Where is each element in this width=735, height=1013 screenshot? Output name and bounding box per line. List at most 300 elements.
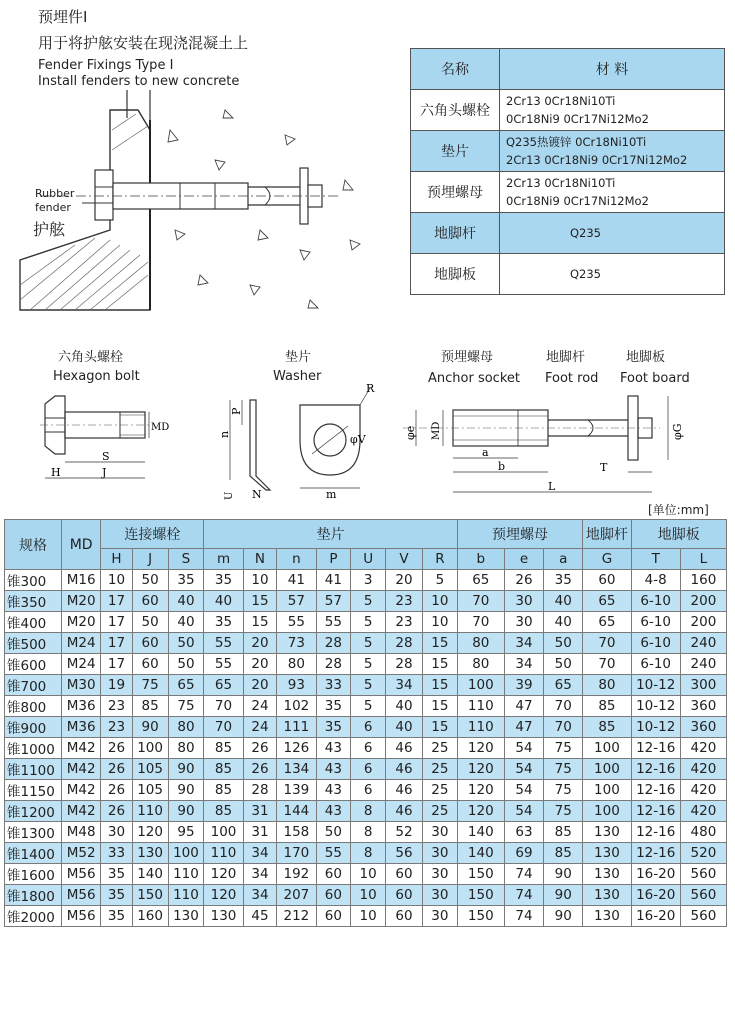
table-cell: 100	[583, 759, 631, 780]
table-cell: 170	[277, 843, 316, 864]
table-cell: 15	[423, 675, 458, 696]
table-cell: 15	[423, 654, 458, 675]
table-cell: 300	[680, 675, 726, 696]
table-cell: 60	[583, 570, 631, 591]
table-cell: 90	[544, 906, 583, 927]
table-row	[5, 570, 727, 591]
table-cell: 60	[316, 864, 351, 885]
table-cell: M20	[62, 591, 101, 612]
material-part: 地脚杆	[411, 213, 500, 254]
table-cell: 30	[423, 843, 458, 864]
table-cell: 6	[351, 759, 386, 780]
table-cell: 100	[168, 843, 204, 864]
table-cell: 110	[132, 801, 168, 822]
table-cell: 30	[423, 906, 458, 927]
bolt-caption-cn: 六角头螺栓	[58, 350, 124, 365]
table-cell: 12-16	[631, 759, 680, 780]
dim-t: T	[600, 461, 608, 474]
table-cell: 35	[544, 570, 583, 591]
table-cell: 43	[316, 780, 351, 801]
table-cell: 100	[583, 738, 631, 759]
table-cell: M24	[62, 654, 101, 675]
table-cell: 28	[386, 633, 423, 654]
table-cell: 35	[168, 570, 204, 591]
material-part: 预埋螺母	[411, 172, 500, 213]
table-cell: 10	[351, 906, 386, 927]
table-cell: 100	[457, 675, 504, 696]
table-cell: 105	[132, 780, 168, 801]
table-cell: 50	[132, 570, 168, 591]
row-spec-cell: 锥1200	[5, 801, 62, 822]
table-cell: 10	[423, 591, 458, 612]
table-cell: 54	[504, 780, 543, 801]
table-cell: 192	[277, 864, 316, 885]
table-cell: 6-10	[631, 633, 680, 654]
table-cell: 31	[243, 801, 277, 822]
table-cell: 126	[277, 738, 316, 759]
table-cell: 10	[243, 570, 277, 591]
table-row	[5, 696, 727, 717]
table-cell: 54	[504, 738, 543, 759]
table-cell: 65	[583, 612, 631, 633]
table-cell: 63	[504, 822, 543, 843]
material-line: 0Cr18Ni9 0Cr17Ni12Mo2	[506, 112, 649, 126]
row-spec-cell: 锥1300	[5, 822, 62, 843]
table-cell: 65	[204, 675, 243, 696]
table-cell: 17	[101, 654, 132, 675]
table-cell: 160	[132, 906, 168, 927]
page-title-en: Fender Fixings Type I	[38, 58, 174, 73]
table-cell: 26	[101, 759, 132, 780]
table-cell: 35	[316, 696, 351, 717]
table-cell: 74	[504, 906, 543, 927]
table-cell: 34	[504, 633, 543, 654]
header-spec: 规格	[5, 520, 62, 570]
rod-caption-cn: 地脚杆	[546, 350, 586, 365]
table-cell: 33	[101, 843, 132, 864]
dim-r: R	[366, 382, 375, 395]
material-line: Q235热镀锌 0Cr18Ni10Ti	[506, 135, 647, 149]
table-cell: 5	[351, 591, 386, 612]
row-spec-cell: 锥1150	[5, 780, 62, 801]
dim-b: b	[498, 460, 506, 473]
row-spec-cell: 锥1400	[5, 843, 62, 864]
table-cell: 75	[544, 759, 583, 780]
table-cell: 3	[351, 570, 386, 591]
table-cell: 20	[386, 570, 423, 591]
table-cell: 34	[243, 885, 277, 906]
table-cell: 130	[583, 906, 631, 927]
anchor-caption-cn: 预埋螺母	[441, 350, 494, 365]
table-cell: 17	[101, 612, 132, 633]
table-cell: 23	[386, 591, 423, 612]
row-spec-cell: 锥900	[5, 717, 62, 738]
table-cell: 120	[457, 759, 504, 780]
material-part: 垫片	[411, 131, 500, 172]
table-cell: 10	[351, 864, 386, 885]
table-cell: 26	[101, 780, 132, 801]
table-cell: M56	[62, 864, 101, 885]
material-spec	[500, 131, 725, 172]
table-cell: 85	[204, 759, 243, 780]
table-cell: 20	[243, 633, 277, 654]
table-cell: 56	[386, 843, 423, 864]
subheader-cell: H	[101, 549, 132, 570]
table-cell: 240	[680, 654, 726, 675]
materials-row	[411, 90, 725, 131]
table-cell: 28	[243, 780, 277, 801]
table-cell: 160	[680, 570, 726, 591]
table-cell: 85	[204, 780, 243, 801]
table-row	[5, 906, 727, 927]
row-spec-cell: 锥400	[5, 612, 62, 633]
table-cell: 75	[168, 696, 204, 717]
rubber-label: Rubber	[35, 187, 75, 200]
table-row	[5, 780, 727, 801]
table-cell: 31	[243, 822, 277, 843]
dim-a: a	[482, 446, 489, 459]
table-cell: 240	[680, 633, 726, 654]
table-cell: 130	[132, 843, 168, 864]
table-cell: 26	[101, 738, 132, 759]
materials-row	[411, 254, 725, 295]
table-cell: 360	[680, 717, 726, 738]
table-cell: 74	[504, 864, 543, 885]
rod-caption-en: Foot rod	[545, 371, 599, 386]
table-cell: 520	[680, 843, 726, 864]
table-cell: 16-20	[631, 864, 680, 885]
table-cell: 6-10	[631, 612, 680, 633]
table-cell: 43	[316, 801, 351, 822]
table-cell: 90	[168, 801, 204, 822]
table-cell: 41	[316, 570, 351, 591]
table-cell: 60	[386, 885, 423, 906]
table-cell: 6-10	[631, 654, 680, 675]
table-cell: 12-16	[631, 780, 680, 801]
material-line: 0Cr18Ni9 0Cr17Ni12Mo2	[506, 194, 649, 208]
table-row	[5, 801, 727, 822]
table-cell: M24	[62, 633, 101, 654]
table-cell: 46	[386, 801, 423, 822]
table-cell: 90	[544, 864, 583, 885]
table-cell: 560	[680, 885, 726, 906]
row-spec-cell: 锥700	[5, 675, 62, 696]
washer-caption-cn: 垫片	[285, 350, 312, 365]
table-cell: 212	[277, 906, 316, 927]
table-cell: 70	[583, 633, 631, 654]
table-cell: 10	[423, 612, 458, 633]
table-cell: 8	[351, 801, 386, 822]
table-cell: 110	[168, 885, 204, 906]
table-cell: 60	[132, 654, 168, 675]
materials-header-name: 名称	[411, 49, 500, 90]
row-spec-cell: 锥1100	[5, 759, 62, 780]
table-cell: 28	[316, 654, 351, 675]
table-cell: 60	[316, 906, 351, 927]
subheader-cell: T	[631, 549, 680, 570]
table-cell: 10-12	[631, 675, 680, 696]
fender-label: fender	[35, 201, 71, 214]
table-cell: 25	[423, 780, 458, 801]
table-cell: 40	[544, 612, 583, 633]
washer-drawing	[200, 380, 390, 500]
table-cell: 158	[277, 822, 316, 843]
table-cell: 134	[277, 759, 316, 780]
materials-row	[411, 172, 725, 213]
table-cell: 17	[101, 591, 132, 612]
rubber-fender-label-cn: 护舷	[33, 220, 66, 239]
table-cell: 75	[132, 675, 168, 696]
table-subheader-row	[5, 549, 727, 570]
header-board: 地脚板	[631, 520, 726, 549]
table-cell: 19	[101, 675, 132, 696]
table-cell: M42	[62, 801, 101, 822]
table-cell: 200	[680, 612, 726, 633]
unit-label: [单位:mm]	[648, 503, 709, 517]
table-cell: 30	[423, 822, 458, 843]
material-line: 2Cr13 0Cr18Ni10Ti	[506, 176, 616, 190]
page-title: 预埋件I	[38, 8, 88, 26]
table-cell: 17	[101, 633, 132, 654]
table-cell: 50	[544, 633, 583, 654]
row-spec-cell: 锥2000	[5, 906, 62, 927]
materials-row	[411, 131, 725, 172]
table-cell: 100	[132, 738, 168, 759]
table-cell: M42	[62, 738, 101, 759]
table-cell: 55	[204, 633, 243, 654]
table-cell: 35	[101, 906, 132, 927]
dim-h: H	[51, 466, 61, 479]
header-md: MD	[62, 520, 101, 570]
table-cell: 85	[544, 843, 583, 864]
table-cell: 16-20	[631, 906, 680, 927]
materials-header-row	[411, 49, 725, 90]
row-spec-cell: 锥500	[5, 633, 62, 654]
subheader-cell: a	[544, 549, 583, 570]
table-cell: 70	[457, 612, 504, 633]
table-cell: 35	[101, 885, 132, 906]
table-cell: M56	[62, 885, 101, 906]
table-cell: 90	[168, 780, 204, 801]
table-cell: 100	[204, 822, 243, 843]
table-cell: 10-12	[631, 696, 680, 717]
table-cell: 120	[204, 885, 243, 906]
table-cell: 12-16	[631, 843, 680, 864]
subheader-cell: N	[243, 549, 277, 570]
table-cell: 420	[680, 738, 726, 759]
header-bolt: 连接螺栓	[101, 520, 204, 549]
table-row	[5, 717, 727, 738]
table-cell: 10	[101, 570, 132, 591]
dim-md-anchor: MD	[431, 421, 442, 440]
table-cell: 80	[277, 654, 316, 675]
table-cell: M56	[62, 906, 101, 927]
table-cell: 140	[132, 864, 168, 885]
table-cell: 80	[457, 654, 504, 675]
table-cell: 40	[386, 717, 423, 738]
dim-p: P	[230, 407, 243, 415]
table-cell: 130	[168, 906, 204, 927]
table-cell: 480	[680, 822, 726, 843]
table-cell: 105	[132, 759, 168, 780]
table-cell: 60	[316, 885, 351, 906]
table-cell: 5	[351, 696, 386, 717]
table-cell: 74	[504, 885, 543, 906]
table-cell: 75	[544, 801, 583, 822]
table-cell: 33	[316, 675, 351, 696]
table-cell: 120	[204, 864, 243, 885]
table-cell: 90	[132, 717, 168, 738]
table-cell: 120	[132, 822, 168, 843]
table-cell: 30	[504, 612, 543, 633]
table-cell: 28	[386, 654, 423, 675]
table-cell: 150	[457, 906, 504, 927]
subheader-cell: e	[504, 549, 543, 570]
table-cell: 30	[504, 591, 543, 612]
table-cell: 100	[583, 801, 631, 822]
table-cell: 4-8	[631, 570, 680, 591]
subheader-cell: b	[457, 549, 504, 570]
dim-m: m	[326, 488, 337, 500]
table-cell: 35	[204, 612, 243, 633]
table-row	[5, 843, 727, 864]
board-caption-en: Foot board	[620, 371, 690, 386]
table-cell: 15	[243, 612, 277, 633]
dim-md: MD	[151, 422, 170, 433]
table-cell: 207	[277, 885, 316, 906]
table-cell: 40	[386, 696, 423, 717]
table-cell: 5	[351, 633, 386, 654]
table-cell: 140	[457, 822, 504, 843]
table-cell: 90	[544, 885, 583, 906]
table-cell: 75	[544, 780, 583, 801]
table-cell: 25	[423, 759, 458, 780]
table-cell: 5	[351, 612, 386, 633]
table-cell: 50	[168, 633, 204, 654]
material-spec	[500, 254, 725, 295]
table-cell: 47	[504, 717, 543, 738]
washer-caption-en: Washer	[273, 369, 322, 384]
table-cell: 23	[101, 717, 132, 738]
material-line: 2Cr13 0Cr18Ni9 0Cr17Ni12Mo2	[506, 153, 688, 167]
table-row	[5, 864, 727, 885]
table-cell: 40	[168, 612, 204, 633]
subheader-cell: G	[583, 549, 631, 570]
table-cell: M20	[62, 612, 101, 633]
table-cell: 54	[504, 759, 543, 780]
table-cell: 70	[204, 696, 243, 717]
bolt-caption-en: Hexagon bolt	[53, 369, 140, 384]
row-spec-cell: 锥1000	[5, 738, 62, 759]
table-cell: 34	[243, 843, 277, 864]
table-cell: 15	[423, 696, 458, 717]
table-row	[5, 885, 727, 906]
table-cell: 130	[583, 864, 631, 885]
table-cell: 23	[101, 696, 132, 717]
table-cell: 34	[504, 654, 543, 675]
table-cell: 55	[316, 843, 351, 864]
table-cell: 20	[243, 654, 277, 675]
table-cell: 28	[316, 633, 351, 654]
table-row	[5, 654, 727, 675]
table-cell: 70	[204, 717, 243, 738]
table-cell: 65	[544, 675, 583, 696]
dim-n-upper: N	[252, 488, 262, 500]
table-cell: 75	[544, 738, 583, 759]
dim-j: J	[102, 466, 107, 479]
table-cell: 10-12	[631, 717, 680, 738]
table-cell: 102	[277, 696, 316, 717]
material-part: 六角头螺栓	[411, 90, 500, 131]
table-cell: 200	[680, 591, 726, 612]
table-cell: 70	[457, 591, 504, 612]
header-rod: 地脚杆	[583, 520, 631, 549]
subheader-cell: S	[168, 549, 204, 570]
table-cell: 5	[351, 654, 386, 675]
table-cell: 560	[680, 906, 726, 927]
table-cell: 144	[277, 801, 316, 822]
material-spec	[500, 172, 725, 213]
table-row	[5, 675, 727, 696]
table-cell: 46	[386, 780, 423, 801]
materials-header-material: 材 料	[500, 49, 725, 90]
table-row	[5, 612, 727, 633]
table-cell: 150	[132, 885, 168, 906]
table-row	[5, 591, 727, 612]
table-cell: 16-20	[631, 885, 680, 906]
subheader-cell: R	[423, 549, 458, 570]
table-cell: 360	[680, 696, 726, 717]
table-cell: 26	[504, 570, 543, 591]
table-cell: 26	[243, 738, 277, 759]
table-cell: 85	[544, 822, 583, 843]
table-cell: 90	[168, 759, 204, 780]
dim-s: S	[102, 450, 110, 463]
table-row	[5, 633, 727, 654]
table-cell: 120	[457, 738, 504, 759]
material-spec	[500, 90, 725, 131]
table-cell: 43	[316, 738, 351, 759]
row-spec-cell: 锥300	[5, 570, 62, 591]
table-cell: 40	[204, 591, 243, 612]
dim-e: φe	[404, 425, 417, 440]
table-cell: 30	[423, 885, 458, 906]
subheader-cell: L	[680, 549, 726, 570]
table-cell: 65	[457, 570, 504, 591]
table-cell: 60	[132, 591, 168, 612]
dim-l: L	[548, 480, 556, 493]
dimensions-table	[4, 519, 727, 927]
table-cell: 110	[457, 717, 504, 738]
table-cell: 50	[168, 654, 204, 675]
table-cell: 40	[544, 591, 583, 612]
table-cell: 70	[544, 696, 583, 717]
table-cell: 15	[423, 717, 458, 738]
table-cell: 55	[204, 654, 243, 675]
page-subtitle-en: Install fenders to new concrete	[38, 74, 240, 89]
materials-table	[410, 48, 725, 295]
table-cell: 35	[316, 717, 351, 738]
table-cell: 150	[457, 885, 504, 906]
table-cell: 420	[680, 759, 726, 780]
header-anchor: 预埋螺母	[457, 520, 583, 549]
table-cell: 34	[243, 864, 277, 885]
table-cell: 70	[583, 654, 631, 675]
table-cell: 6	[351, 717, 386, 738]
table-cell: 12-16	[631, 822, 680, 843]
table-cell: 80	[583, 675, 631, 696]
dim-n-lower: n	[218, 430, 231, 438]
